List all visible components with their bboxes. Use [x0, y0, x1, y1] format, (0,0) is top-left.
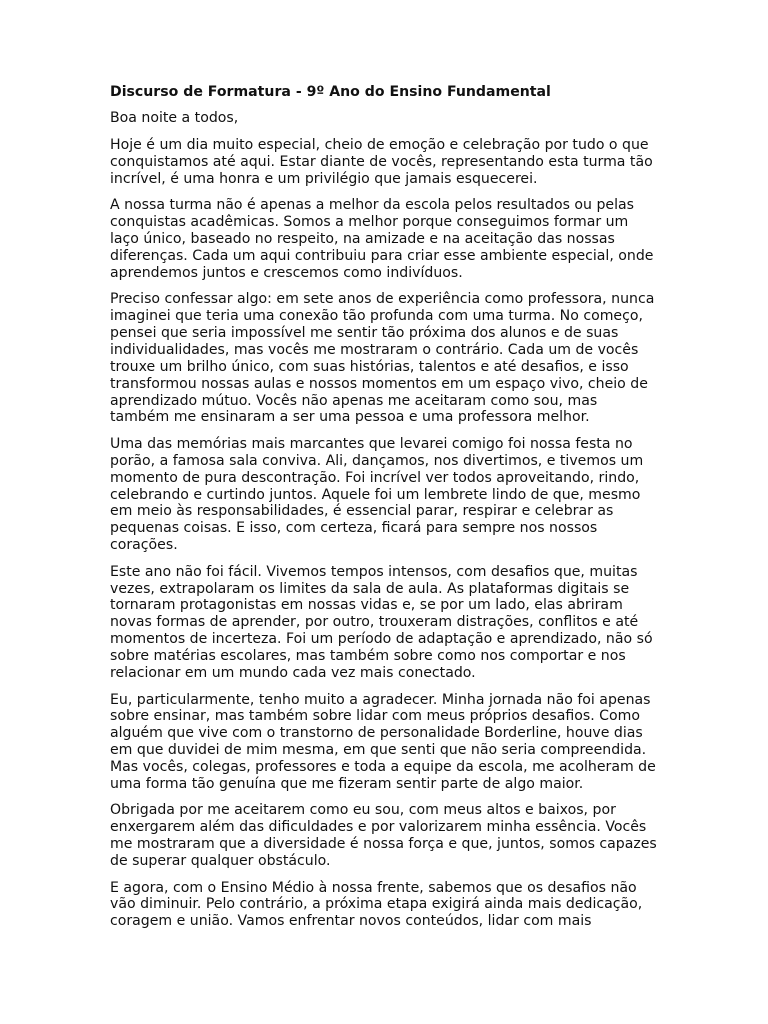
- paragraph: Hoje é um dia muito especial, cheio de emoção e celebração por tudo o que conquistamos até aqui. Estar diante de vocês, representando esta turma tão incrível, é uma honra e um privilégio que jamais esquecerei.: [110, 136, 653, 187]
- paragraph: Obrigada por me aceitarem como eu sou, com meus altos e baixos, por enxergarem além das dificuldades e por valorizarem minha essência. Vocês me mostraram que a diversidade é nossa força e que, juntos, somos capazes de superar qualquer obstáculo.: [110, 802, 657, 870]
- paragraph: Eu, particularmente, tenho muito a agradecer. Minha jornada não foi apenas sobre ensinar, mas também sobre lidar com meus próprios desafios. Como alguém que vive com o transtorno de personalidade Borderline, houve dias em que duvidei de mim mesma, em que senti que não seria compreendida. Mas vocês, colegas, professores e toda a equipe da escola, me acolheram de uma forma tão genuína que me fizeram sentir parte de algo maior.: [110, 691, 656, 793]
- paragraph: Uma das memórias mais marcantes que levarei comigo foi nossa festa no porão, a famosa sala conviva. Ali, dançamos, nos divertimos, e tivemos um momento de pura descontração. Foi incrível ver todos aproveitando, rindo, celebrando e curtindo juntos. Aquele foi um lembrete lindo de que, mesmo em meio às responsabilidades, é essencial parar, respirar e celebrar as pequenas coisas. E isso, com certeza, ficará para sempre nos nossos corações.: [110, 435, 644, 554]
- document-title: Discurso de Formatura - 9º Ano do Ensino Fundamental: [110, 84, 551, 100]
- paragraph: Este ano não foi fácil. Vivemos tempos intensos, com desafios que, muitas vezes, extrapolaram os limites da sala de aula. As plataformas digitais se tornaram protagonistas em nossas vidas e, se por um lado, elas abriram novas formas de aprender, por outro, trouxeram distrações, conflitos e até momentos de incerteza. Foi um período de adaptação e aprendizado, não só sobre matérias escolares, mas também sobre como nos comportar e nos relacionar em um mundo cada vez mais conectado.: [110, 563, 653, 682]
- paragraph: E agora, com o Ensino Médio à nossa frente, sabemos que os desafios não vão diminuir. Pelo contrário, a próxima etapa exigirá ainda mais dedicação, coragem e união. Vamos enfrentar novos conteúdos, lidar com mais: [110, 879, 643, 930]
- paragraph: Preciso confessar algo: em sete anos de experiência como professora, nunca imaginei que teria uma conexão tão profunda com uma turma. No começo, pensei que seria impossível me sentir tão próxima dos alunos e de suas individualidades, mas vocês me mostraram o contrário. Cada um de vocês trouxe um brilho único, com suas histórias, talentos e até desafios, e isso transformou nossas aulas e nossos momentos em um espaço vivo, cheio de aprendizado mútuo. Vocês não apenas me aceitaram como sou, mas também me ensinaram a ser uma pessoa e uma professora melhor.: [110, 291, 655, 426]
- paragraph: A nossa turma não é apenas a melhor da escola pelos resultados ou pelas conquistas acadêmicas. Somos a melhor porque conseguimos formar um laço único, baseado no respeito, na amizade e na aceitação das nossas diferenças. Cada um aqui contribuiu para criar esse ambiente especial, onde aprendemos juntos e crescemos como indivíduos.: [110, 197, 654, 281]
- paragraph-greeting: Boa noite a todos,: [110, 110, 239, 127]
- document-page: [110, 84, 658, 940]
